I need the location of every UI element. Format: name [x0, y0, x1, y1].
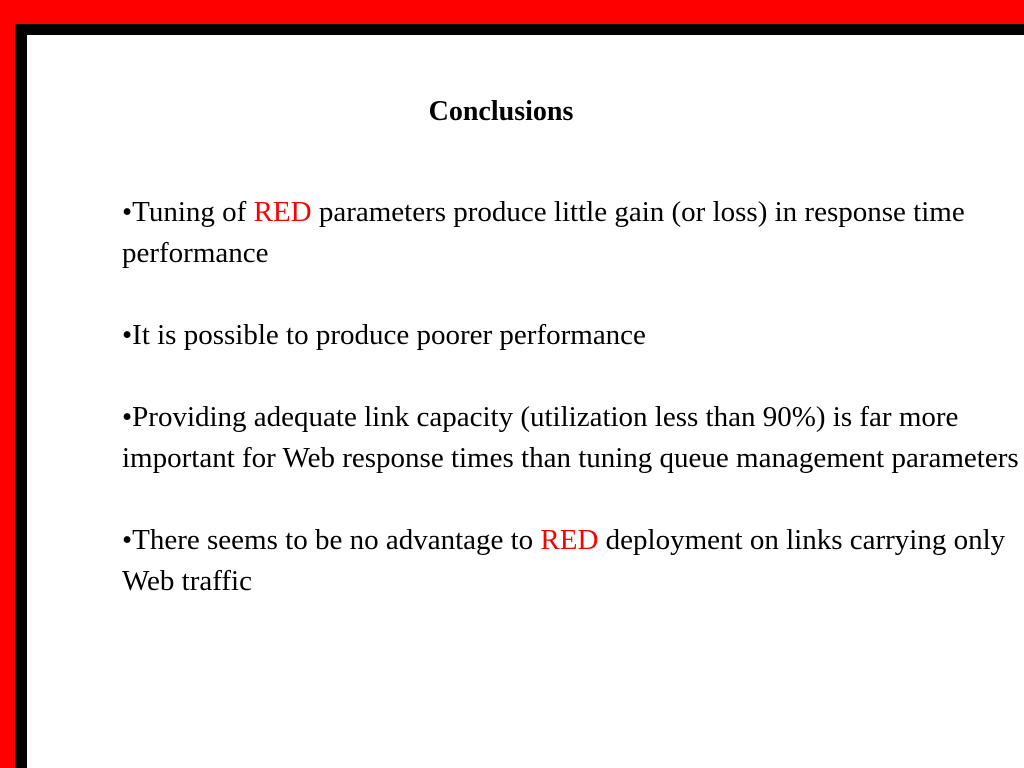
bullet-list	[122, 192, 1024, 602]
bullet-item	[122, 315, 1024, 356]
bullet-text: There seems to be no advantage to	[132, 524, 541, 556]
bullet-marker: •	[122, 319, 133, 351]
red-keyword: RED	[540, 524, 599, 556]
red-keyword: RED	[253, 196, 312, 228]
bullet-marker: •	[122, 401, 133, 433]
slide	[27, 35, 1024, 768]
slide-title: Conclusions	[428, 96, 574, 127]
bullet-text: Tuning of	[132, 196, 254, 228]
bullet-item	[122, 520, 1024, 602]
bullet-marker: •	[122, 196, 133, 228]
bullet-text: Providing adequate link capacity (utilization less than 90%) is far more important for Web response times than tuning queue management parameters	[122, 401, 1019, 474]
bullet-text: deployment on links carrying only Web traffic	[122, 524, 1006, 597]
bullet-item	[122, 397, 1024, 479]
bullet-item	[122, 192, 1024, 274]
bullet-text: parameters produce little gain (or loss) in response time performance	[122, 196, 965, 269]
bullet-text: It is possible to produce poorer performance	[132, 319, 646, 351]
bullet-marker: •	[122, 524, 133, 556]
